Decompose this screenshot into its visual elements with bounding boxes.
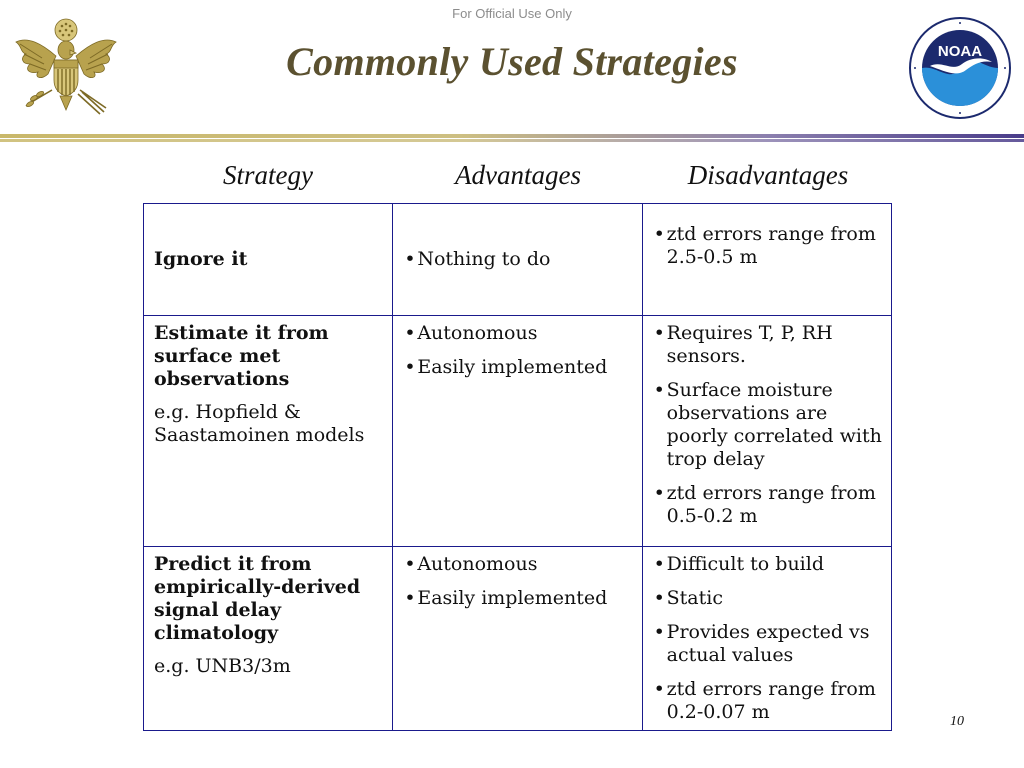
advantage-item: • Easily implemented — [403, 356, 633, 379]
disadvantages-cell — [642, 547, 891, 731]
column-heading-strategy: Strategy — [223, 160, 313, 190]
advantage-item: • Autonomous — [403, 322, 633, 345]
advantages-cell — [393, 204, 642, 316]
strategy-name: Estimate it from surface met observations — [154, 322, 329, 390]
disadvantage-item: • ztd errors range from 0.5-0.2 m — [653, 482, 883, 528]
advantages-cell — [393, 547, 642, 731]
strategy-name: Predict it from empirically-derived signal delay climatology — [154, 553, 361, 644]
advantage-item: • Autonomous — [403, 553, 633, 576]
disadvantages-cell — [642, 204, 891, 316]
table-row — [144, 316, 892, 547]
slide-title: Commonly Used Strategies — [286, 39, 738, 84]
strategy-example: e.g. UNB3/3m — [154, 655, 291, 677]
advantages-cell — [393, 316, 642, 547]
column-heading-advantages: Advantages — [455, 160, 581, 190]
disadvantages-cell — [642, 316, 891, 547]
disadvantage-item: • Provides expected vs actual values — [653, 621, 883, 667]
header-rule — [0, 134, 1024, 145]
disadvantage-item: • ztd errors range from 2.5-0.5 m — [653, 223, 883, 269]
column-headings — [0, 160, 1024, 196]
strategy-cell — [144, 204, 393, 316]
advantage-item: • Easily implemented — [403, 587, 633, 610]
noaa-wordmark: NOAA — [937, 43, 983, 60]
disadvantage-item: • Requires T, P, RH sensors. — [653, 322, 883, 368]
strategy-name: Ignore it — [154, 248, 248, 270]
classification-banner: For Official Use Only — [452, 6, 572, 21]
disadvantage-item: • ztd errors range from 0.2-0.07 m — [653, 678, 883, 724]
strategy-cell — [144, 316, 393, 547]
table-row — [144, 547, 892, 731]
disadvantage-item: • Surface moisture observations are poorly correlated with trop delay — [653, 379, 883, 471]
strategy-cell — [144, 547, 393, 731]
disadvantage-item: • Static — [653, 587, 883, 610]
strategy-example: e.g. Hopfield & Saastamoinen models — [154, 401, 365, 446]
column-heading-disadvantages: Disadvantages — [687, 160, 849, 190]
noaa-logo-icon — [908, 16, 1012, 120]
page-number: 10 — [950, 714, 964, 729]
advantage-item: • Nothing to do — [403, 248, 633, 271]
table-row — [144, 204, 892, 316]
strategies-table — [143, 203, 892, 731]
disadvantage-item: • Difficult to build — [653, 553, 883, 576]
